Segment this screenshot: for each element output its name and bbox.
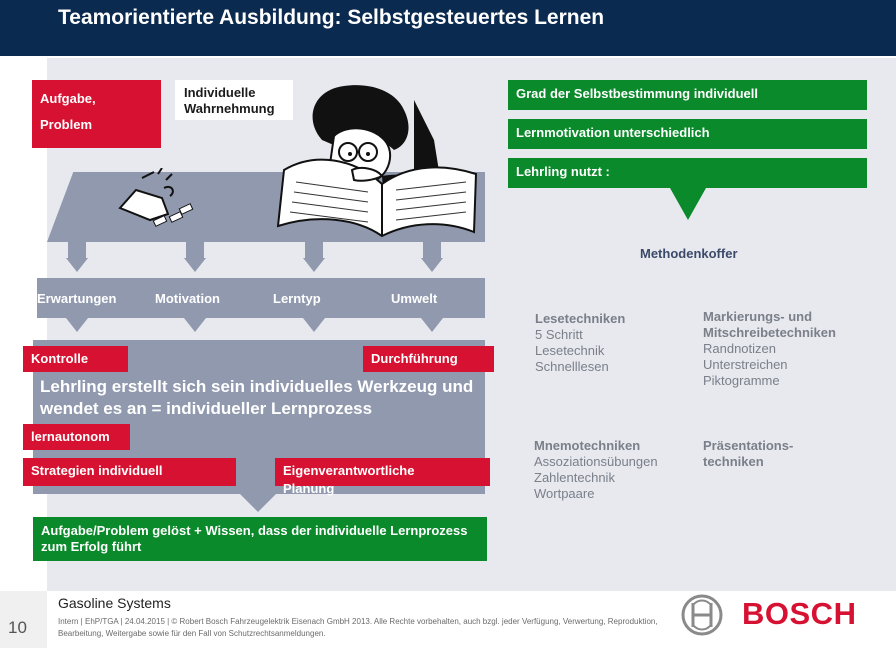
arrow-down-icon	[421, 318, 443, 332]
factor-umwelt: Umwelt	[391, 291, 438, 306]
group-item: Piktogramme	[703, 373, 780, 388]
tag-planung: Eigenverantwortliche Planung	[275, 458, 490, 486]
arrow-down-icon	[670, 188, 706, 220]
result-box: Aufgabe/Problem gelöst + Wissen, dass der individuelle Lernprozess zum Erfolg führt	[33, 517, 487, 561]
perception-line1: Individuelle	[184, 85, 256, 100]
group-item: Zahlentechnik	[534, 470, 615, 485]
group-item: Wortpaare	[534, 486, 595, 501]
tag-durchfuehrung: Durchführung	[363, 346, 494, 372]
group-item: Schnelllesen	[535, 359, 609, 374]
factor-lerntyp: Lerntyp	[273, 291, 321, 306]
division-name: Gasoline Systems	[58, 595, 171, 611]
page-number: 10	[8, 618, 27, 637]
arrow-down-icon	[66, 318, 88, 332]
group-mnemotechniken	[534, 438, 694, 502]
task-tag	[32, 80, 161, 148]
arrow-down-icon	[303, 258, 325, 272]
task-tag-line2: Problem	[40, 117, 93, 132]
group-item: Assoziationsübungen	[534, 454, 658, 469]
perception-line2: Wahrnehmung	[184, 101, 275, 116]
group-item: 5 Schritt	[535, 327, 583, 342]
bosch-armature-logo-icon	[680, 593, 724, 637]
learning-process-text: Lehrling erstellt sich sein individuelles Werkzeug und wendet es an = individueller Lernprozess	[40, 377, 474, 418]
factor-erwartungen: Erwartungen	[37, 291, 117, 306]
group-lesetechniken	[535, 311, 695, 375]
arrow-down-icon	[66, 258, 88, 272]
bosch-logo: BOSCH	[742, 596, 857, 631]
tag-lernautonom: lernautonom	[23, 424, 130, 450]
arrow-stem-1	[68, 242, 86, 258]
green-bar-lehrling-nutzt: Lehrling nutzt :	[508, 158, 867, 188]
arrow-stem-2	[186, 242, 204, 258]
arrow-down-icon	[184, 318, 206, 332]
arrow-down-icon	[240, 494, 276, 512]
student-reading-illustration	[264, 80, 490, 244]
group-head: Mnemotechniken	[534, 438, 641, 453]
arrow-down-icon	[421, 258, 443, 272]
group-item: Unterstreichen	[703, 357, 788, 372]
group-head: Präsentations-techniken	[703, 438, 794, 469]
group-head: Markierungs- und Mitschreibetechniken	[703, 309, 836, 340]
group-item: Lesetechnik	[535, 343, 605, 358]
task-tag-line1: Aufgabe,	[40, 91, 96, 106]
group-markierung	[703, 309, 873, 389]
group-item: Randnotizen	[703, 341, 776, 356]
desk-items-icon	[114, 168, 202, 236]
arrow-down-icon	[184, 258, 206, 272]
green-bar-lernmotivation: Lernmotivation unterschiedlich	[508, 119, 867, 149]
group-praesentation	[703, 438, 815, 470]
toolkit-title: Methodenkoffer	[640, 246, 738, 261]
legal-notice: Intern | EhP/TGA | 24.04.2015 | © Robert Bosch Fahrzeugelektrik Eisenach GmbH 2013. Alle Rechte vorbehalten, auch bzgl. jeder Verfügung, Verwertung, Reproduktion, Bearbeitung, Weitergabe sowie für den Fall von Schutzrechtsanmeldungen.	[58, 617, 658, 638]
tag-kontrolle: Kontrolle	[23, 346, 128, 372]
arrow-stem-4	[423, 242, 441, 258]
arrow-stem-3	[305, 242, 323, 258]
slide-title: Teamorientierte Ausbildung: Selbstgesteuertes Lernen	[58, 6, 605, 29]
green-bar-selbstbestimmung: Grad der Selbstbestimmung individuell	[508, 80, 867, 110]
tag-strategien: Strategien individuell	[23, 458, 236, 486]
arrow-down-icon	[303, 318, 325, 332]
factor-motivation: Motivation	[155, 291, 220, 306]
group-head: Lesetechniken	[535, 311, 626, 326]
